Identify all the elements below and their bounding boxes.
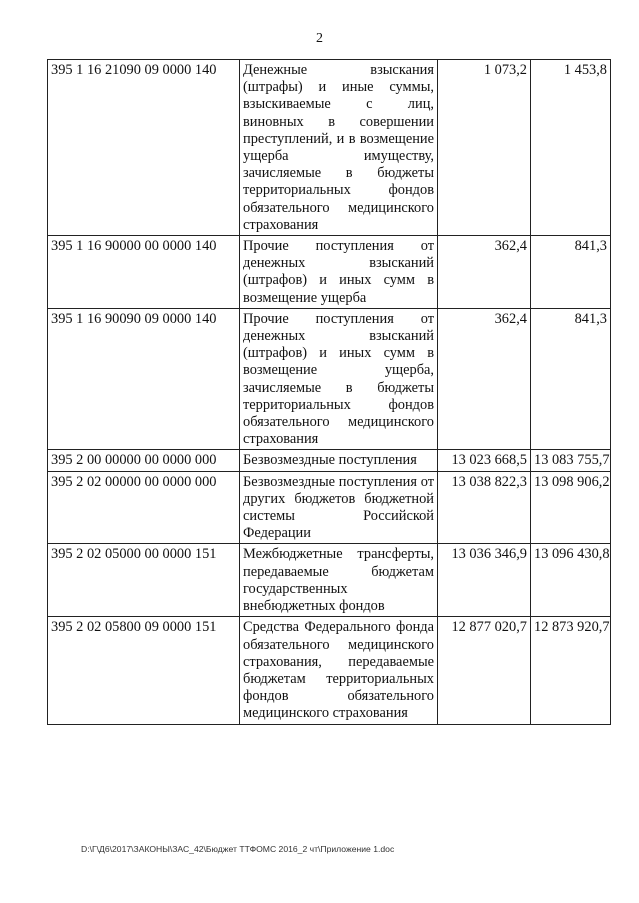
amount-year-1: 362,4 [438,236,531,309]
amount-year-2: 13 098 906,2 [531,471,611,544]
document-file-path: D:\Г\Д6\2017\ЗАКОНЫ\ЗАС_42\Бюджет ТТФОМС 2016_2 чт\Приложение 1.doc [81,844,395,854]
amount-year-1: 12 877 020,7 [438,617,531,724]
table-row [48,617,611,724]
classification-code: 395 2 00 00000 00 0000 000 [48,450,240,471]
amount-year-2: 1 453,8 [531,60,611,236]
table-row [48,236,611,309]
table-row [48,450,611,471]
amount-year-1: 13 038 822,3 [438,471,531,544]
amount-year-1: 362,4 [438,308,531,450]
revenue-name: Денежные взыскания (штрафы) и иные суммы, взыскиваемые с лиц, виновных в совершении преступлений, и в возмещение ущерба имуществу, зачисляемые в бюджеты территориальных фондов обязательного медицинского страхования [240,60,438,236]
revenue-name: Средства Федерального фонда обязательного медицинского страхования, передаваемые бюджетам территориальных фондов обязательного медицинского страхования [240,617,438,724]
table-row [48,471,611,544]
amount-year-2: 13 096 430,8 [531,544,611,617]
amount-year-2: 13 083 755,7 [531,450,611,471]
classification-code: 395 2 02 05000 00 0000 151 [48,544,240,617]
classification-code: 395 1 16 90090 09 0000 140 [48,308,240,450]
amount-year-2: 841,3 [531,308,611,450]
amount-year-1: 1 073,2 [438,60,531,236]
amount-year-2: 12 873 920,7 [531,617,611,724]
classification-code: 395 2 02 05800 09 0000 151 [48,617,240,724]
amount-year-2: 841,3 [531,236,611,309]
revenue-name: Прочие поступления от денежных взысканий (штрафов) и иных сумм в возмещение ущерба, зачисляемые в бюджеты территориальных фондов обязательного медицинского страхования [240,308,438,450]
table-row [48,544,611,617]
amount-year-1: 13 023 668,5 [438,450,531,471]
revenue-name: Безвозмездные поступления от других бюджетов бюджетной системы Российской Федерации [240,471,438,544]
amount-year-1: 13 036 346,9 [438,544,531,617]
page-number: 2 [316,31,323,46]
revenue-name: Прочие поступления от денежных взысканий (штрафов) и иных сумм в возмещение ущерба [240,236,438,309]
classification-code: 395 1 16 21090 09 0000 140 [48,60,240,236]
table-row [48,308,611,450]
revenue-name: Межбюджетные трансферты, передаваемые бюджетам государственных внебюджетных фондов [240,544,438,617]
revenue-name: Безвозмездные поступления [240,450,438,471]
table-row [48,60,611,236]
classification-code: 395 2 02 00000 00 0000 000 [48,471,240,544]
classification-code: 395 1 16 90000 00 0000 140 [48,236,240,309]
budget-table [47,59,611,725]
